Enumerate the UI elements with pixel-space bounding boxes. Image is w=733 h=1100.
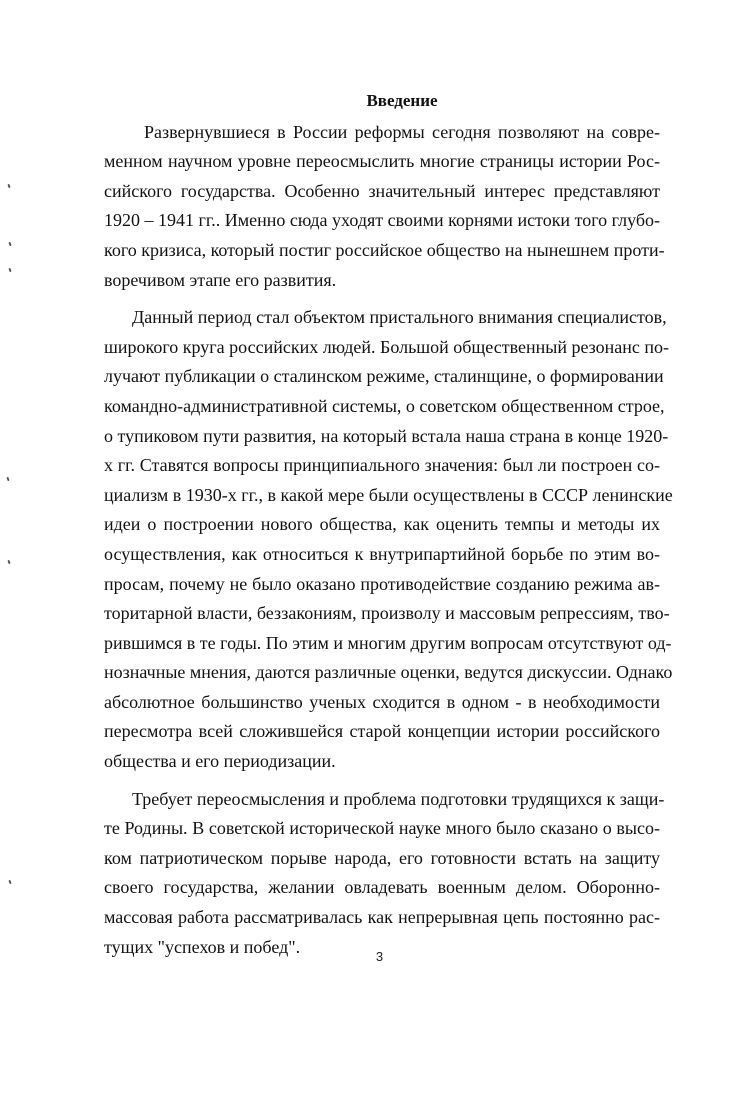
text-line: сийского государства. Особенно значительный интерес представляют bbox=[104, 180, 660, 201]
page-number: 3 bbox=[375, 949, 384, 964]
text-line: менном научном уровне переосмыслить многие страницы истории Рос- bbox=[104, 151, 660, 172]
text-line: рившимся в те годы. По этим и многим другим вопросам отсутствуют од- bbox=[104, 632, 672, 653]
text-line: 1920 – 1941 гг.. Именно сюда уходят своими корнями истоки того глубо- bbox=[104, 210, 660, 231]
text-line: широкого круга российских людей. Большой общественный резонанс по- bbox=[104, 336, 670, 357]
text-line: общества и его периодизации. bbox=[104, 751, 336, 772]
text-line: командно-административной системы, о советском общественном строе, bbox=[104, 395, 665, 416]
scan-speck bbox=[6, 477, 9, 481]
text-line: циализм в 1930-х гг., в какой мере были осуществлены в СССР ленинские bbox=[104, 484, 673, 505]
text-line: х гг. Ставятся вопросы принципиального значения: был ли построен со- bbox=[104, 455, 660, 476]
text-line: Развернувшиеся в России реформы сегодня позволяют на совре- bbox=[144, 121, 660, 142]
paragraph-1 bbox=[104, 118, 665, 296]
text-line: идеи о построении нового общества, как оценить темпы и методы их bbox=[104, 514, 660, 535]
scan-speck bbox=[7, 560, 10, 564]
scan-speck bbox=[8, 268, 11, 272]
text-line: своего государства, желании овладевать военным делом. Оборонно- bbox=[104, 877, 660, 898]
scan-speck bbox=[8, 242, 11, 246]
scan-speck bbox=[8, 880, 11, 884]
text-line: просам, почему не было оказано противодействие созданию режима ав- bbox=[104, 573, 660, 594]
paragraph-2 bbox=[104, 303, 673, 777]
document-body bbox=[104, 86, 673, 962]
text-line: лучают публикации о сталинском режиме, сталинщине, о формировании bbox=[104, 366, 664, 387]
text-line: кого кризиса, который постиг российское общество на нынешнем проти- bbox=[104, 239, 665, 260]
text-line: осуществления, как относиться к внутрипартийной борьбе по этим во- bbox=[104, 543, 660, 564]
paragraph-3 bbox=[104, 785, 665, 963]
text-line: тущих "успехов и побед". bbox=[104, 936, 301, 957]
text-line: пересмотра всей сложившейся старой концепции истории российского bbox=[104, 721, 660, 742]
section-title: Введение bbox=[366, 91, 438, 110]
text-line: Данный период стал объектом пристального внимания специалистов, bbox=[132, 307, 667, 328]
scan-speck bbox=[7, 184, 10, 188]
text-line: те Родины. В советской исторической науке много было сказано о высо- bbox=[104, 818, 660, 839]
text-line: торитарной власти, беззакониям, произволу и массовым репрессиям, тво- bbox=[104, 603, 670, 624]
text-line: абсолютное большинство ученых сходится в одном - в необходимости bbox=[104, 691, 660, 712]
text-line: Требует переосмысления и проблема подготовки трудящихся к защи- bbox=[132, 788, 665, 809]
text-line: ком патриотическом порыве народа, его готовности встать на защиту bbox=[104, 847, 660, 868]
text-line: нозначные мнения, даются различные оценки, ведутся дискуссии. Однако bbox=[104, 662, 673, 683]
text-line: о тупиковом пути развития, на который встала наша страна в конце 1920- bbox=[104, 425, 669, 446]
text-line: воречивом этапе его развития. bbox=[104, 269, 337, 290]
text-line: массовая работа рассматривалась как непрерывная цепь постоянно рас- bbox=[104, 907, 660, 928]
